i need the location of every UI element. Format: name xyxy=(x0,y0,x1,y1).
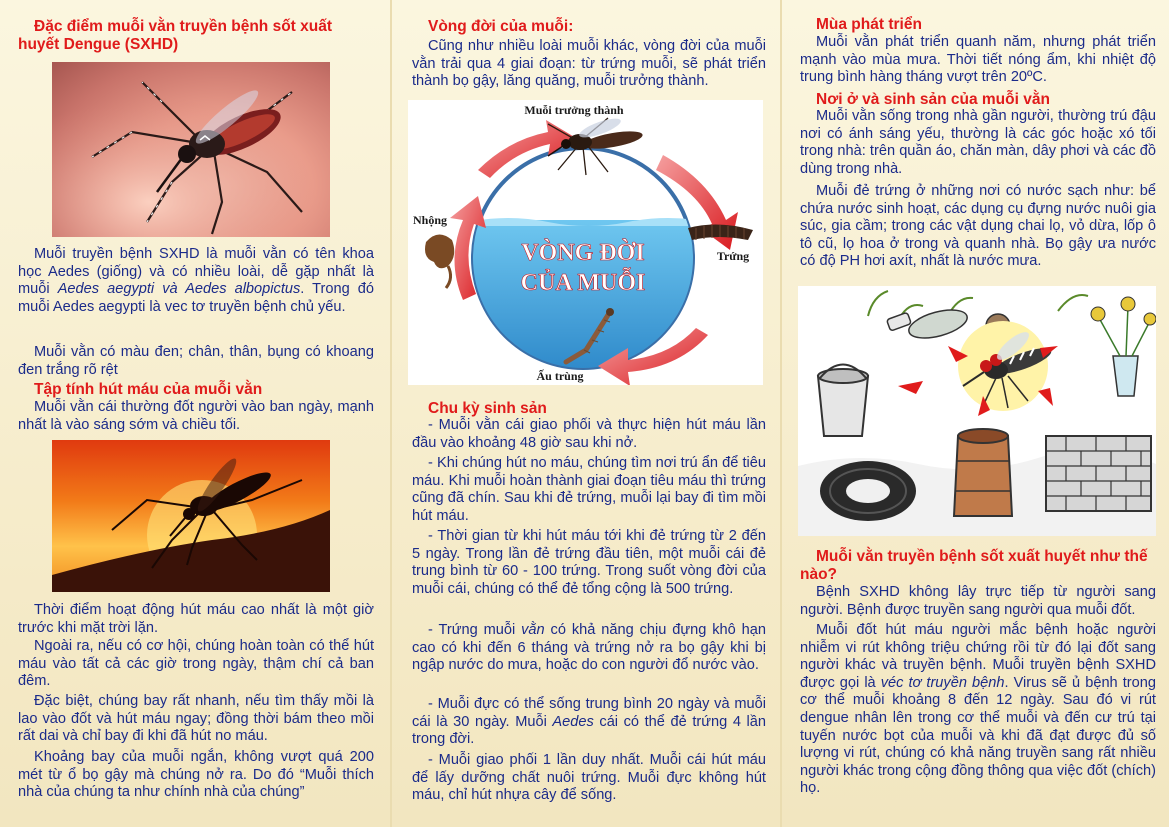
paragraph-all-day-feeding: Ngoài ra, nếu có cơ hội, chúng hoàn toàn có thể hút máu vào tất cả các giờ trong ngày, thậm chí cả ban đêm. xyxy=(18,638,374,690)
column-3 xyxy=(780,0,1169,827)
paragraph-flight-behavior: Đặc biệt, chúng bay rất nhanh, nếu tìm thấy mồi là lao vào đốt và hút máu ngay; đồng thời bám theo mồi rất dai và chỉ bay đi khi đã hút no máu. xyxy=(18,693,374,745)
bullet-egg-laying: - Thời gian từ khi hút máu tới khi đẻ trứng từ 2 đến 5 ngày. Trong lần đẻ trứng đầu tiên, một muỗi cái đẻ trung bình từ 60 - 100 trứng. Trong suốt vòng đời của muỗi cái, chúng có thể đẻ tổng cộng là 500 trứng. xyxy=(412,528,766,597)
paragraph-feeding-times: Muỗi vằn cái thường đốt người vào ban ngày, mạnh nhất là vào sáng sớm và chiều tối. xyxy=(18,399,374,433)
paragraph-life-cycle-intro: Cũng như nhiều loài muỗi khác, vòng đời của muỗi vằn trải qua 4 giai đoạn: từ trứng muỗi, sẽ phát triển thành bọ gậy, lăng quăng, muỗi trưởng thành. xyxy=(412,38,766,90)
text-egg-b: có khả năng chịu đựng khô hạn cao có khi đến 6 tháng và trứng nở ra bọ gậy khi bị ngập nước do mưa, hoặc do con người đổ nước vào. xyxy=(412,622,766,674)
label-pupa: Nhộng xyxy=(412,213,448,227)
paragraph-season: Muỗi vằn phát triển quanh năm, nhưng phát triển mạnh vào mùa mưa. Thời tiết nóng ẩm, khi nhiệt độ trung bình hàng tháng vượt trên 20ºC. xyxy=(800,34,1156,86)
water-barrel-icon xyxy=(954,429,1012,516)
heading-transmission: Muỗi vằn truyền bệnh sốt xuất huyết như thế nào? xyxy=(800,548,1148,583)
text-aedes-intro: Muỗi truyền bệnh SXHD là muỗi vằn có tên khoa học Aedes (giống) và có nhiều loài, dễ gặp nhất là muỗi xyxy=(18,246,374,298)
text-lifespan-b: cái có thể đẻ trứng 4 lần trong đời. xyxy=(412,713,766,748)
tire-icon xyxy=(820,461,916,521)
heading-life-cycle: Vòng đời của muỗi: xyxy=(428,18,574,35)
label-eggs: Trứng xyxy=(716,249,750,263)
paragraph-mosquito-color: Muỗi vằn có màu đen; chân, thân, bụng có khoang đen trắng rõ rệt xyxy=(18,344,374,378)
paragraph-aedes-species xyxy=(18,246,374,316)
paragraph-breeding-sites: Muỗi đẻ trứng ở những nơi có nước sạch như: bể chứa nước sinh hoạt, các dụng cụ đựng nước nuôi gia súc, gia cầm; trong các vật dụng chai lọ, vỏ dừa, lốp ô tô cũ, lọ hoa ở trong và quanh nhà. Bọ gậy ưa nước có độ PH hơi axít, nhất là nước mưa. xyxy=(800,183,1156,270)
heading-reproduction-cycle: Chu kỳ sinh sản xyxy=(428,400,547,417)
text-transmission-a: Muỗi đốt hút máu người mắc bệnh hoặc người nhiễm vi rút không triệu chứng rồi từ đó lại đốt sang người khác và truyền bệnh. Muỗi truyền bệnh SXHD được gọi là xyxy=(800,622,1156,691)
heading-season: Mùa phát triển xyxy=(816,16,922,33)
paragraph-flight-range: Khoảng bay của muỗi ngắn, không vượt quá 200 mét từ ổ bọ gậy mà chúng nở ra. Do đó “Muỗi thích nhà của chúng ta như chính nhà của chúng” xyxy=(18,749,374,801)
diagram-center-line2: CỦA MUỖI xyxy=(520,270,646,296)
bullet-lifespan xyxy=(412,696,766,749)
text-transmission-b: . Virus sẽ ủ bệnh trong cơ thể muỗi khoảng 8 đến 12 ngày. Sau đó vi rút dengue nhân lên trong cơ thể muỗi và đến cư trú tại tuyến nước bọt của muỗi và khi đã đạt được đủ số lượng vi rút, chúng có khả năng truyền sang rất nhiều người khác trong cộng đồng thông qua việc đốt (chích) họ. xyxy=(800,674,1156,797)
life-cycle-diagram xyxy=(408,100,763,385)
column-2 xyxy=(390,0,780,827)
text-egg-a: - Trứng muỗi xyxy=(428,622,522,638)
pupa-icon xyxy=(425,234,454,288)
paragraph-transmission-process xyxy=(800,622,1156,798)
section-title-dengue-mosquito: Đặc điểm muỗi vằn truyền bệnh sốt xuất huyết Dengue (SXHD) xyxy=(18,18,333,53)
paragraph-peak-activity: Thời điểm hoạt động hút máu cao nhất là một giờ trước khi mặt trời lặn. xyxy=(18,602,374,636)
bullet-first-feeding: - Muỗi vằn cái giao phối và thực hiện hút máu lần đầu vào khoảng 48 giờ sau khi nở. xyxy=(412,417,766,451)
text-egg-italic: vằn xyxy=(521,622,545,638)
paragraph-not-direct: Bệnh SXHD không lây trực tiếp từ người sang người. Bệnh được truyền sang người qua muỗi đốt. xyxy=(800,584,1156,618)
bullet-mating: - Muỗi giao phối 1 lần duy nhất. Muỗi cái hút máu để lấy dưỡng chất nuôi trứng. Muỗi đực không hút máu, chỉ hút nhựa cây để sống. xyxy=(412,752,766,804)
heading-habitat: Nơi ở và sinh sản của muỗi vằn xyxy=(816,91,1050,108)
brick-wall-tank-icon xyxy=(1046,436,1151,511)
bullet-digestion: - Khi chúng hút no máu, chúng tìm nơi trú ẩn để tiêu máu. Khi muỗi hoàn thành giai đoạn tiêu máu thì trứng cũng đã chín. Sau khi đẻ trứng, muỗi lại bay đi tìm mồi hút máu. xyxy=(412,455,766,524)
text-lifespan-italic: Aedes xyxy=(552,713,594,730)
paragraph-habitat: Muỗi vằn sống trong nhà gần người, thường trú đậu nơi có ánh sáng yếu, thường là các góc hoặc xó tối trong nhà: trên quần áo, chăn màn, dây phơi và các đồ dùng trong nhà. xyxy=(800,108,1156,177)
heading-blood-feeding: Tập tính hút máu của muỗi vằn xyxy=(34,381,263,398)
text-lifespan-a: - Muỗi đực có thể sống trung bình 20 ngày và muỗi cái là 30 ngày. Muỗi xyxy=(412,696,766,730)
mosquito-sunset-photo xyxy=(52,440,330,592)
mosquito-on-skin-photo xyxy=(52,62,330,237)
breeding-sites-illustration xyxy=(798,286,1156,536)
text-vector-italic: véc tơ truyền bệnh xyxy=(880,674,1005,691)
diagram-center-line1: VÒNG ĐỜI xyxy=(521,240,645,266)
label-adult-mosquito: Muỗi trưởng thành xyxy=(524,103,624,117)
bucket-icon xyxy=(818,365,868,437)
bottle-icon xyxy=(887,305,971,344)
flower-vase-icon xyxy=(1091,297,1156,396)
text-aedes-vector: . Trong đó muỗi Aedes aegypti là vec tơ truyền bệnh chủ yếu. xyxy=(18,281,375,315)
text-aedes-species-italic: Aedes aegypti và Aedes albopictus xyxy=(57,281,301,298)
bullet-egg-drought xyxy=(412,622,766,675)
label-larva: Ấu trùng xyxy=(536,369,584,383)
column-1 xyxy=(0,0,390,827)
